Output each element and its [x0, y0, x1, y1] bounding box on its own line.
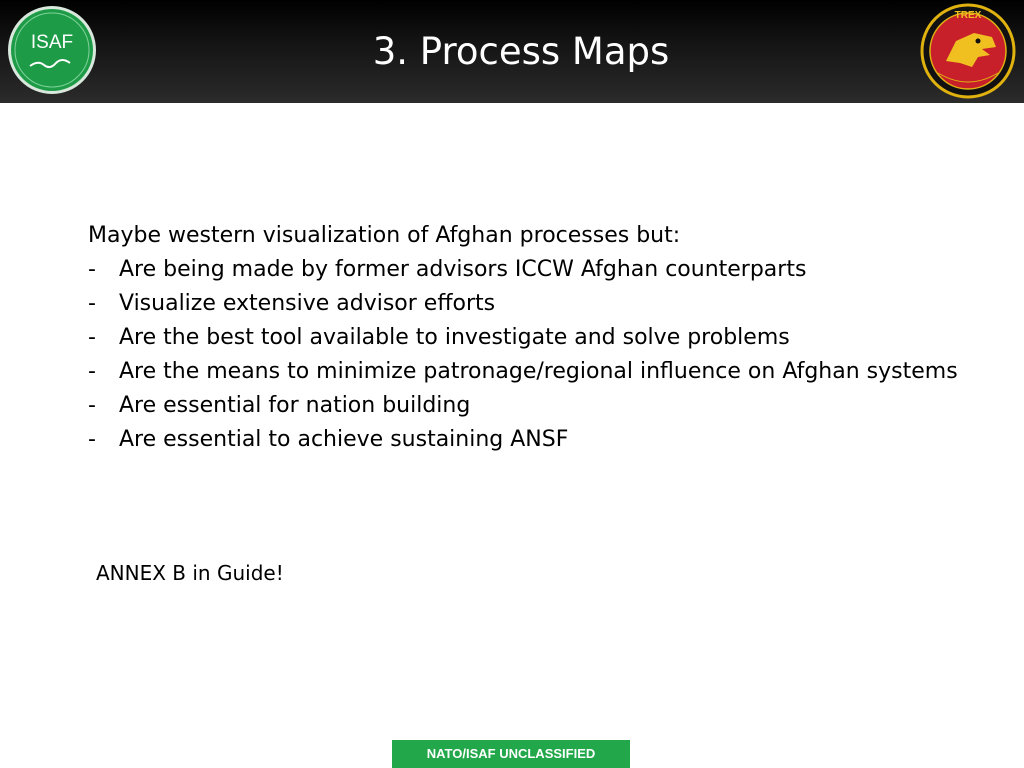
bullet-text: Are the best tool available to investigate and solve problems	[119, 325, 790, 350]
page-title: 3. Process Maps	[372, 30, 670, 73]
bullet-item	[88, 321, 968, 355]
bullet-text: Are being made by former advisors ICCW Afghan counterparts	[119, 257, 807, 282]
annex-note: ANNEX B in Guide!	[96, 561, 284, 585]
bullet-marker: -	[88, 359, 96, 384]
intro-text: Maybe western visualization of Afghan processes but:	[88, 223, 681, 248]
bullet-item	[88, 355, 968, 389]
bullet-text: Are essential for nation building	[119, 393, 471, 418]
bullet-marker: -	[88, 427, 96, 452]
bullet-marker: -	[88, 257, 96, 282]
trex-emblem-icon	[920, 3, 1016, 99]
bullet-item	[88, 287, 968, 321]
classification-banner: NATO/ISAF UNCLASSIFIED	[392, 740, 630, 768]
slide-body	[88, 219, 968, 457]
bullet-item	[88, 389, 968, 423]
bullet-marker: -	[88, 393, 96, 418]
bullet-text: Visualize extensive advisor efforts	[119, 291, 496, 316]
bullet-marker: -	[88, 291, 96, 316]
bullet-item	[88, 423, 968, 457]
slide-header	[0, 0, 1024, 103]
svg-text:ISAF: ISAF	[30, 32, 74, 53]
bullet-list	[88, 253, 968, 457]
bullet-text: Are the means to minimize patronage/regional influence on Afghan systems	[119, 359, 958, 384]
bullet-item	[88, 253, 968, 287]
svg-text:TREX: TREX	[954, 10, 982, 21]
bullet-marker: -	[88, 325, 96, 350]
bullet-text: Are essential to achieve sustaining ANSF	[119, 427, 569, 452]
